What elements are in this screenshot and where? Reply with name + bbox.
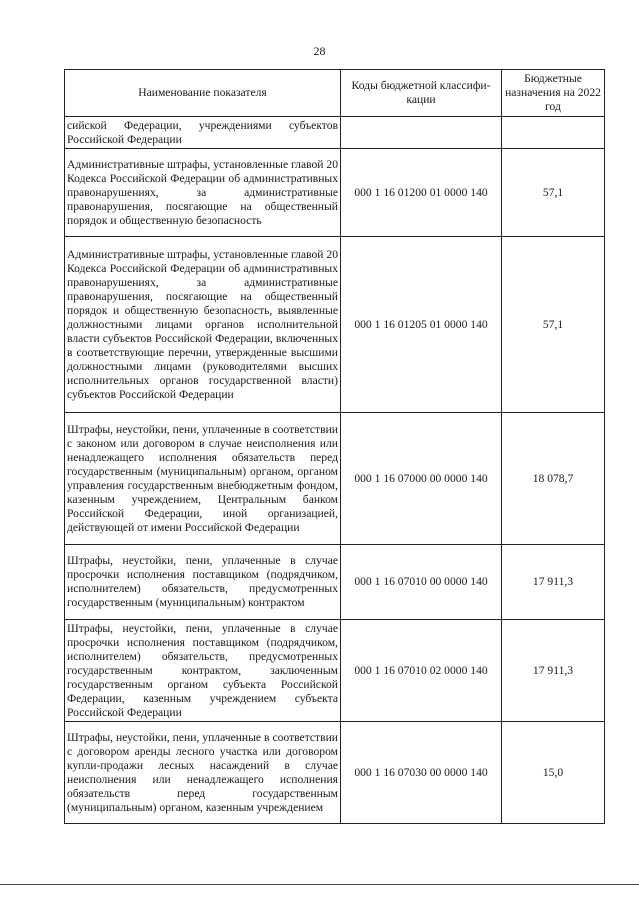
row-amount: 17 911,3 xyxy=(502,620,605,722)
table-row xyxy=(65,413,605,545)
row-code: 000 1 16 07010 02 0000 140 xyxy=(341,620,502,722)
row-code: 000 1 16 07010 00 0000 140 xyxy=(341,545,502,620)
row-name: сийской Федерации, учреждениями субъектов Российской Федерации xyxy=(65,117,341,149)
header-code: Коды бюджетной классифи-кации xyxy=(341,70,502,117)
table-row xyxy=(65,722,605,824)
header-name: Наименование показателя xyxy=(65,70,341,117)
row-code: 000 1 16 07000 00 0000 140 xyxy=(341,413,502,545)
table-row xyxy=(65,117,605,149)
row-name: Штрафы, неустойки, пени, уплаченные в соответствии с договором аренды лесного участка или договором купли-продажи лесных насаждений в случае неисполнения или ненадлежащего исполнения обязательств перед государственным (муниципальным) органом, казенным учреждением xyxy=(65,722,341,824)
page-number: 28 xyxy=(313,44,326,58)
table-row xyxy=(65,149,605,237)
row-name: Штрафы, неустойки, пени, уплаченные в случае просрочки исполнения поставщиком (подрядчиком, исполнителем) обязательств, предусмотренных государственным контрактом, заключенным государственным органом субъекта Российской Федерации, казенным учреждением субъекта Российской Федерации xyxy=(65,620,341,722)
row-name: Административные штрафы, установленные главой 20 Кодекса Российской Федерации об административных правонарушениях, за административные правонарушения, посягающие на общественный порядок и общественную безопасность xyxy=(65,149,341,237)
row-code: 000 1 16 07030 00 0000 140 xyxy=(341,722,502,824)
row-code: 000 1 16 01205 01 0000 140 xyxy=(341,237,502,413)
row-amount: 18 078,7 xyxy=(502,413,605,545)
row-name: Штрафы, неустойки, пени, уплаченные в случае просрочки исполнения поставщиком (подрядчиком, исполнителем) обязательств, предусмотренных государственным (муниципальным) контрактом xyxy=(65,545,341,620)
table-row xyxy=(65,237,605,413)
row-amount xyxy=(502,117,605,149)
bottom-divider xyxy=(0,884,639,885)
header-amount: Бюджетные назначения на 2022 год xyxy=(502,70,605,117)
row-name: Штрафы, неустойки, пени, уплаченные в соответствии с законом или договором в случае неисполнения или ненадлежащего исполнения обязательств перед государственным (муниципальным) органом, органом управления государственным внебюджетным фондом, казенным учреждением, Центральным банком Российской Федерации, иной организацией, действующей от имени Российской Федерации xyxy=(65,413,341,545)
row-amount: 57,1 xyxy=(502,237,605,413)
table-row xyxy=(65,545,605,620)
row-amount: 15,0 xyxy=(502,722,605,824)
row-amount: 17 911,3 xyxy=(502,545,605,620)
row-name: Административные штрафы, установленные главой 20 Кодекса Российской Федерации об административных правонарушениях, за административные правонарушения, посягающие на общественный порядок и общественную безопасность, выявленные должностными лицами органов исполнительной власти субъектов Российской Федерации, включенных в соответствующие перечни, утвержденные высшими должностными лицами (руководителями высших исполнительных органов государственной власти) субъектов Российской Федерации xyxy=(65,237,341,413)
row-amount: 57,1 xyxy=(502,149,605,237)
table-header-row xyxy=(65,70,605,117)
table-row xyxy=(65,620,605,722)
row-code xyxy=(341,117,502,149)
row-code: 000 1 16 01200 01 0000 140 xyxy=(341,149,502,237)
budget-table xyxy=(64,69,605,824)
